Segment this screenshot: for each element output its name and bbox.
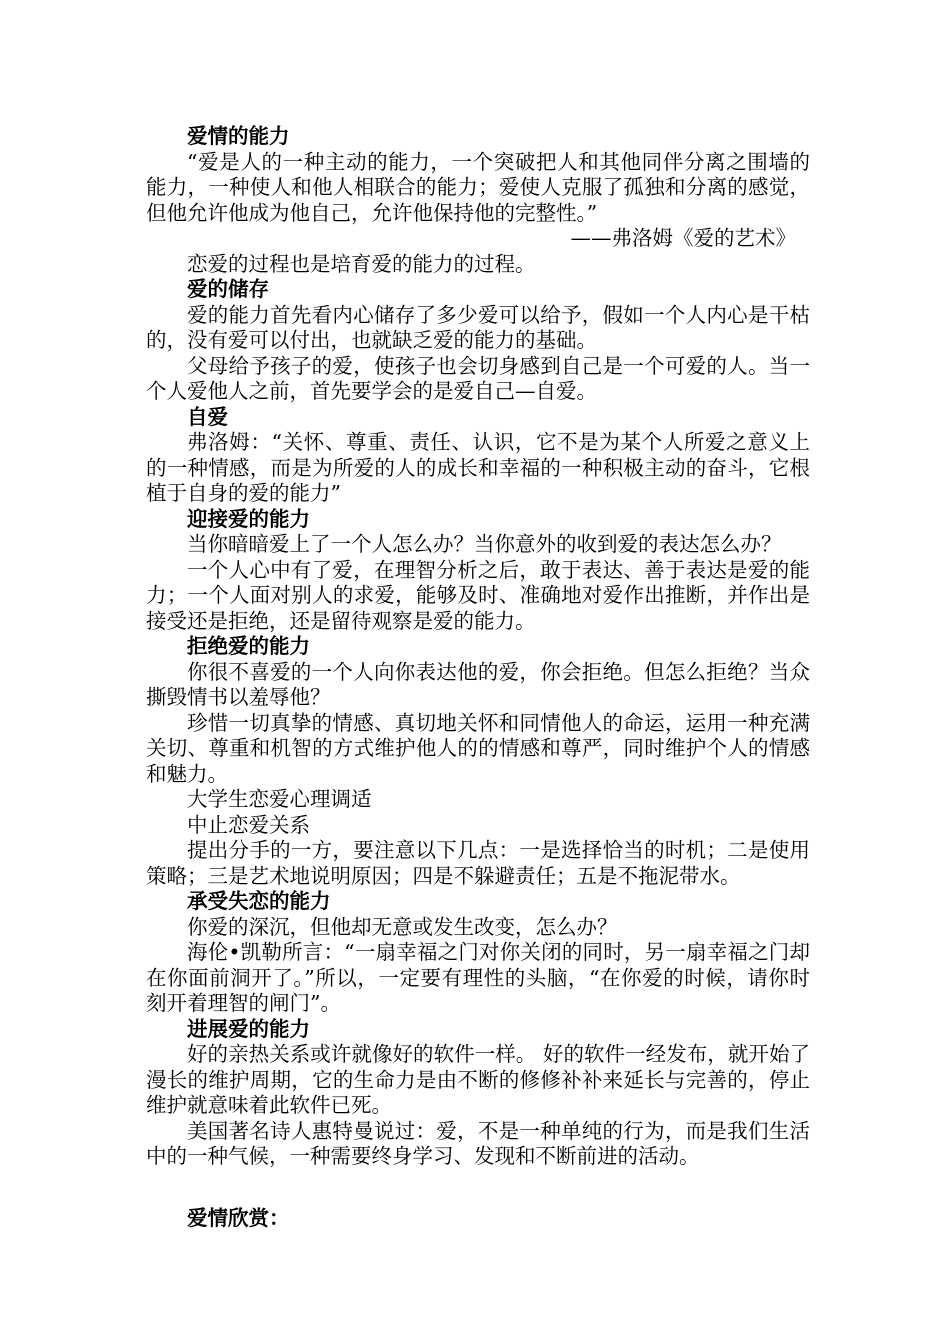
paragraph-self-love: 弗洛姆：“关怀、尊重、责任、认识，它不是为某个人所爱之意义上的一种情感，而是为所爱的人的成长和幸福的一种积极主动的奋斗，它根植于自身的爱的能力” xyxy=(146,430,810,505)
paragraph-reject-2: 珍惜一切真挚的情感、真切地关怀和同情他人的命运，运用一种充满关切、尊重和机智的方式维护他人的的情感和尊严，同时维护个人的情感和魅力。 xyxy=(146,710,810,786)
paragraph-reject-1: 你很不喜爱的一个人向你表达他的爱，你会拒绝。但怎么拒绝？当众撕毁情书以羞辱他？ xyxy=(146,659,810,709)
heading-bear-loss: 承受失恋的能力 xyxy=(187,889,331,913)
paragraph-meet-1: 当你暗暗爱上了一个人怎么办？当你意外的收到爱的表达怎么办？ xyxy=(187,532,782,556)
heading-love-ability: 爱情的能力 xyxy=(187,124,290,148)
paragraph-meet-2: 一个人心中有了爱，在理智分析之后，敢于表达、善于表达是爱的能力；一个人面对别人的求爱，能够及时、准确地对爱作出推断，并作出是接受还是拒绝，还是留待观察是爱的能力。 xyxy=(146,557,810,633)
section-gap xyxy=(146,1170,810,1206)
paragraph-stop: 提出分手的一方，要注意以下几点：一是选择恰当的时机；二是使用策略；三是艺术地说明原因；四是不躲避责任；五是不拖泥带水。 xyxy=(146,838,810,888)
quote-attribution: ——弗洛姆《爱的艺术》 xyxy=(570,226,796,250)
fromm-quote: “爱是人的一种主动的能力，一个突破把人和其他同伴分离之围墙的能力，一种使人和他人相联合的能力；爱使人克服了孤独和分离的感觉，但他允许他成为他自己，允许他保持他的完整性。” xyxy=(146,149,810,225)
heading-reject-love: 拒绝爱的能力 xyxy=(187,634,310,658)
paragraph-process: 恋爱的过程也是培育爱的能力的过程。 xyxy=(187,251,536,276)
heading-meet-love: 迎接爱的能力 xyxy=(187,506,310,531)
heading-self-love: 自爱 xyxy=(187,404,228,429)
heading-develop-love: 进展爱的能力 xyxy=(187,1016,310,1041)
paragraph-develop-2: 美国著名诗人惠特曼说过：爱，不是一种单纯的行为，而是我们生活中的一种气候，一种需要终身学习、发现和不断前进的活动。 xyxy=(146,1118,810,1168)
paragraph-loss-2: 海伦•凯勒所言：“一扇幸福之门对你关闭的同时，另一扇幸福之门却在你面前洞开了。”所以，一定要有理性的头脑，“在你爱的时候，请你时刻开着理智的闸门”。 xyxy=(146,940,810,1015)
paragraph-storage-1: 爱的能力首先看内心储存了多少爱可以给予，假如一个人内心是干枯的，没有爱可以付出，也就缺乏爱的能力的基础。 xyxy=(146,302,810,352)
paragraph-storage-2: 父母给予孩子的爱，使孩子也会切身感到自己是一个可爱的人。当一个人爱他人之前，首先要学会的是爱自己—自爱。 xyxy=(146,353,810,403)
paragraph-develop-1: 好的亲热关系或许就像好的软件一样。 好的软件一经发布，就开始了漫长的维护周期，它的生命力是由不断的修修补补来延长与完善的，停止维护就意味着此软件已死。 xyxy=(146,1042,810,1117)
document-page xyxy=(146,124,810,1231)
heading-love-appreciation: 爱情欣赏： xyxy=(187,1205,290,1230)
heading-psych-adjust: 大学生恋爱心理调适 xyxy=(187,787,372,811)
heading-love-storage: 爱的储存 xyxy=(187,277,269,301)
heading-stop-relationship: 中止恋爱关系 xyxy=(187,812,310,837)
paragraph-loss-1: 你爱的深沉，但他却无意或发生改变，怎么办？ xyxy=(187,914,618,939)
